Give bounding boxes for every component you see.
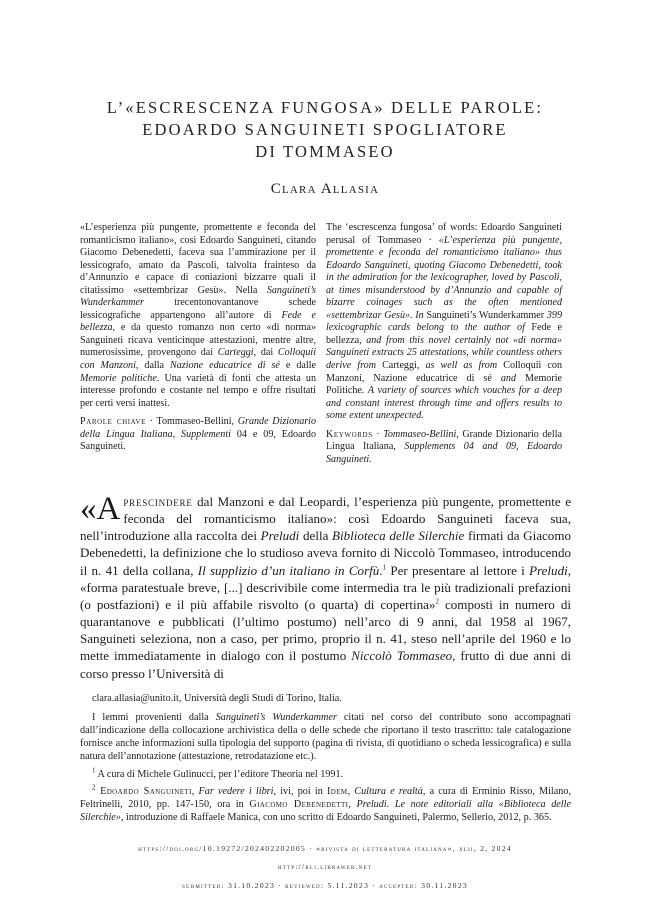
opening-small-caps: prescindere [123,494,193,509]
abstract-italian-text: «L’esperienza più pungente, promettente e feconda del romanticismo italiano», così Edoardo Sanguineti, citando Giacomo Debenedetti, faceva sua l’ammirazione per il lessicografo, amato da Pascoli, talvolta frainteso da d’Annunzio e capace di coniazioni bizzarre quali il citatissimo «settembrizar Gesù». Nella Sanguineti’s Wunderkammer trecentonovantanove schede lessicografiche appartengono all’autore di Fede e bellezza, e da questo romanzo non certo «di norma» Sanguineti ricava venticinque attestazioni, mentre altre, numerosissime, provengono dai Carteggi, dai Colloquii con Manzoni, dalla Nazione educatrice di sé e dalle Memorie politiche. Una varietà di fonti che attesta un interesse profondo e costante nel tempo e offre risultati per certi versi inattesi. [80,222,316,409]
body-paragraph: «Aprescindere dal Manzoni e dal Leopardi, l’esperienza più pungente, promettente e feconda del romanticismo italiano»: così Edoardo Sanguineti faceva sua, nell’introduzione alla raccolta dei Preludi della Biblioteca delle Silerchie firmati da Giacomo Debenedetti, la definizione che lo studioso aveva fornito di Niccolò Tommaseo, introducendo il n. 41 della collana, Il supplizio d’un italiano in Corfù.$^1$ Per presentare al lettore i Preludi, «forma paratestuale breve, [...] descrivibile come intermedia tra le più tradizionali prefazioni (o postfazioni) e il più affabile risvolto (o quarta) di copertina»$^2$ composti in numero di quarantanove e pubblicati (l’ultimo postumo) nell’arco di 9 anni, dal 1958 al 1967, Sanguineti seleziona, non a caso, per primo, proprio il n. 41, steso nell’aprile del 1960 e lo mette immediatamente in dialogo con il postumo Niccolò Tommaseo, frutto di due anni di corso presso l’Università di [80,491,571,681]
submission-dates: submitted: 31.10.2023 · reviewed: 5.11.2023 · accepted: 30.11.2023 [182,881,468,890]
doi-line[interactable]: https://doi.org/10.19272/202402202005 · «rivista di letteratura italiana», xlii, 2, 2024 [138,844,512,853]
editorial-note: I lemmi provenienti dalla Sanguineti’s Wunderkammer citati nel corso del contributo sono accompagnati dall’indicazione della collocazione archivistica della o delle schede che riportano il testo trascritto: tale catalogazione fornisce anche informazioni sulla tipologia del supporto (pagina di rivista, di quotidiano o scheda lessicografica) e sulla natura dell’annotazione (attestazione, retrodatazione etc.). [80,712,572,763]
journal-url[interactable]: http://rli.libraweb.net [278,862,372,871]
title-line: EDOARDO SANGUINETI SPOGLIATORE [142,120,508,139]
article-body [80,493,571,682]
keywords-english: Keywords · Tommaseo-Bellini, Grande Dizionario della Lingua Italiana, Supplements 04 and 09, Edoardo Sanguineti. [326,428,562,465]
author-name: Clara Allasia [270,181,380,197]
author-affiliation: clara.allasia@unito.it, Università degli Studi di Torino, Italia. [92,693,342,704]
keywords-label: Parole chiave [80,416,146,428]
footnote-ref[interactable]: 2 [435,597,439,606]
article-title [60,97,590,163]
footnotes [80,692,571,827]
keywords-italian: Parole chiave · Tommaseo-Bellini, Grande Dizionario della Lingua Italiana, Supplementi 04 e 09, Edoardo Sanguineti. [80,416,317,453]
title-line: L’«ESCRESCENZA FUNGOSA» DELLE PAROLE: [106,98,544,117]
footnote-1: $^1$ A cura di Michele Gulinucci, per l’editore Theoria nel 1991. [92,767,344,781]
footnote-ref[interactable]: 1 [382,563,387,572]
keywords-label: Keywords [326,428,373,440]
footnote-2: $^2$ Edoardo Sanguineti, Far vedere i libri, ivi, poi in Idem, Cultura e realtà, a cura di Erminio Risso, Milano, Feltrinelli, 2010, pp. 147-150, ora in Giacomo Debenedetti, Preludi. Le note editoriali alla «Biblioteca delle Silerchie», introduzione di Raffaele Manica, con uno scritto di Edoardo Sanguineti, Palermo, Sellerio, 2012, p. 365. [80,783,571,823]
title-line: DI TOMMASEO [255,142,395,161]
abstract-english-text: The ‘escrescenza fungosa’ of words: Edoardo Sanguineti perusal of Tommaseo · «L’esperienza più pungente, promettente e feconda del romanticismo italiano» thus Edoardo Sanguineti, quoting Giacomo Debenedetti, took in the admiration for the lexicographer, loved by Pascoli, at times misunderstood by d’Annunzio and capable of bizarre coinages such as the often mentioned «settembrizar Gesù». In Sanguineti’s Wunderkammer 399 lexicographic cards belong to the author of Fede e bellezza, and from this novel certainly not «di norma» Sanguineti extracts 25 attestations, while countless others derive from Carteggi, as well as from Colloquii con Manzoni, Nazione educatrice di sé and Memorie Politiche. A variety of sources which vouches for a deep and constant interest through time and offers results to some extent unexpected. [326,222,563,422]
drop-cap: «A [80,491,121,527]
abstract-english [326,222,562,466]
abstract-italian [80,222,316,454]
